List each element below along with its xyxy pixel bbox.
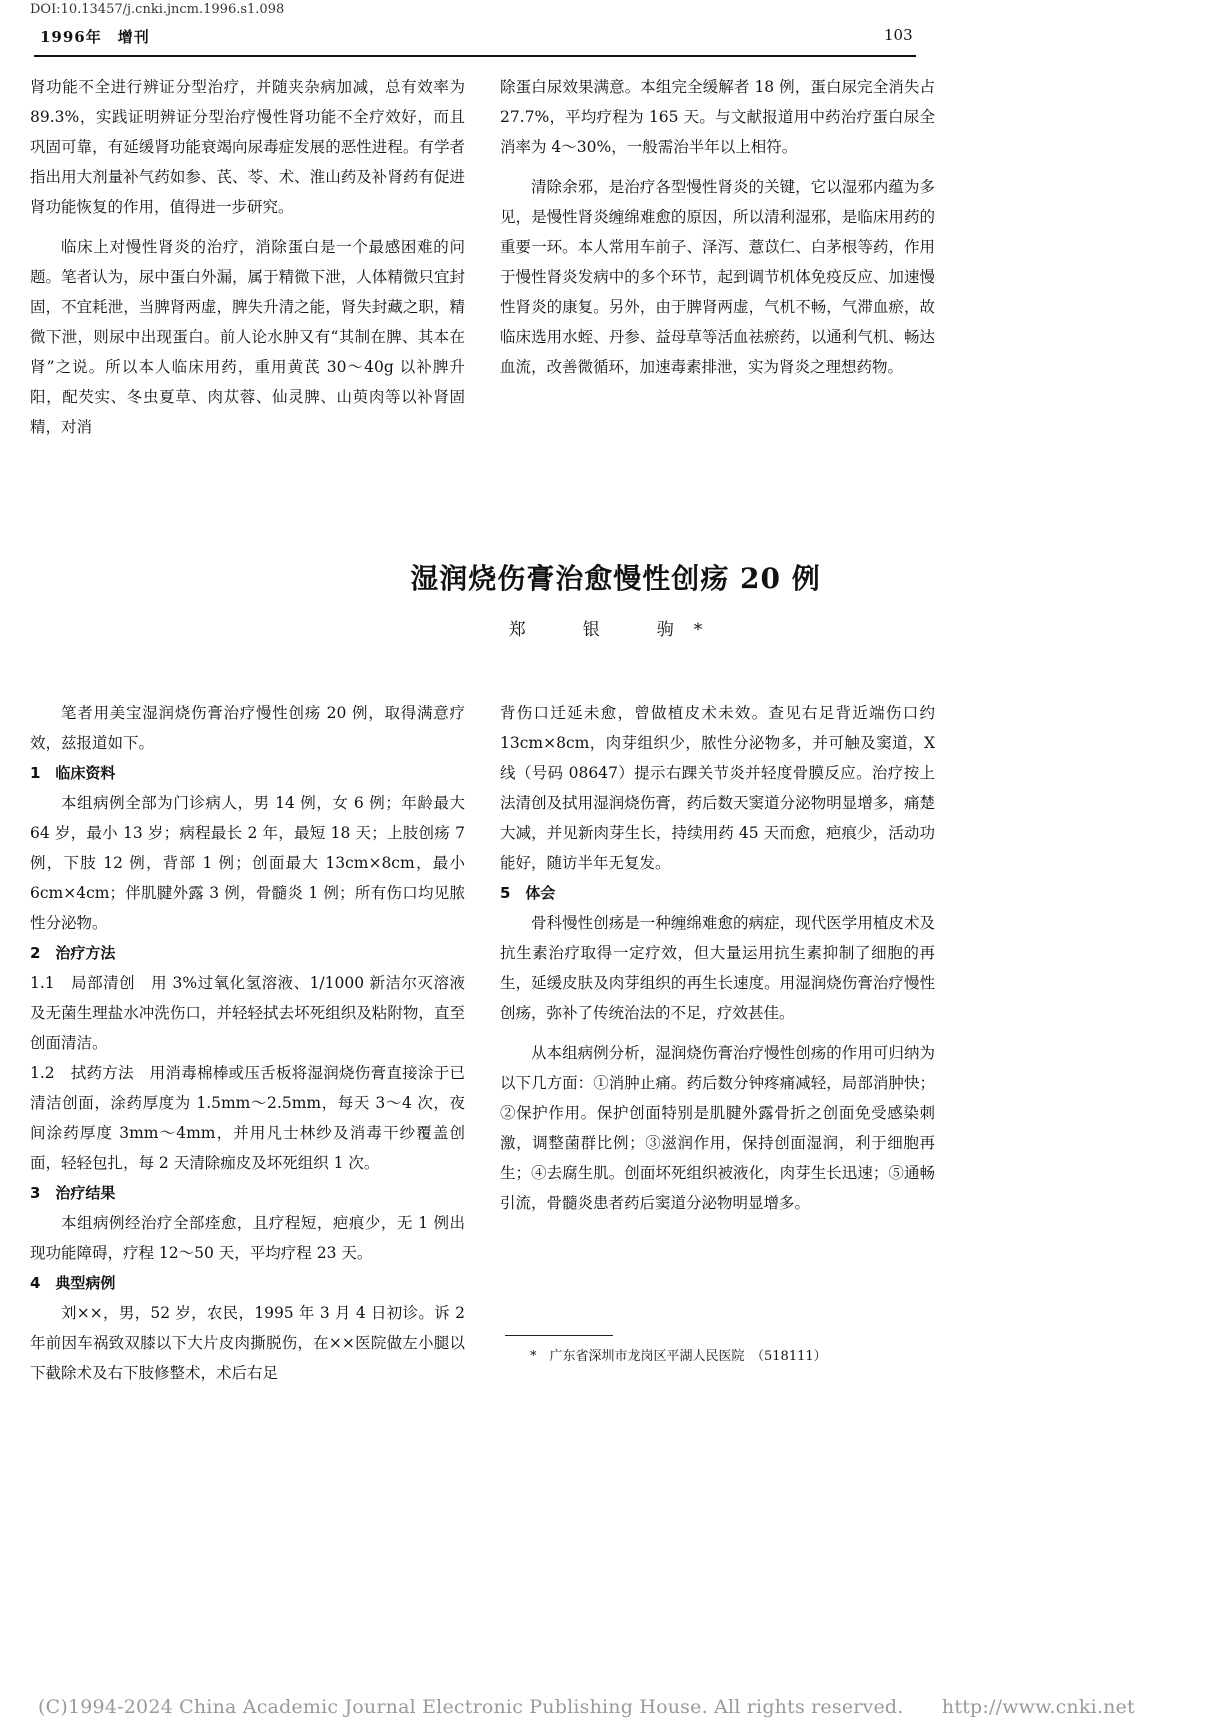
section-4-text: 刘××，男，52 岁，农民，1995 年 3 月 4 日初诊。诉 2 年前因车祸致双膝以下大片皮肉撕脱伤，在××医院做左小腿以下截除术及右下肢修整术，术后右足 (30, 1304, 465, 1382)
section-4-continued: 背伤口迁延未愈，曾做植皮术未效。查见右足背近端伤口约 13cm×8cm，肉芽组织少，脓性分泌物多，并可触及窦道，X 线（号码 08647）提示右踝关节炎并轻度骨膜反应。治疗按上法清创及拭用湿润烧伤膏，药后数天窦道分泌物明显增多，痛楚大减，并见新肉芽生长，持续用药 45 天而愈，疤痕少，活动功能好，随访半年无复发。 (500, 704, 935, 872)
section-5-para-2: 从本组病例分析，湿润烧伤膏治疗慢性创疡的作用可归纳为以下几方面：①消肿止痛。药后数分钟疼痛减轻，局部消肿快；②保护作用。保护创面特别是肌腱外露骨折之创面免受感染刺激，调整菌群比例；③滋润作用，保持创面湿润，利于细胞再生；④去腐生肌。创面坏死组织被液化，肉芽生长迅速；⑤通畅引流，骨髓炎患者药后窦道分泌物明显增多。 (500, 1044, 935, 1212)
section-3-text: 本组病例经治疗全部痊愈，且疗程短，疤痕少，无 1 例出现功能障碍，疗程 12～50 天，平均疗程 23 天。 (30, 1214, 465, 1262)
section-2-1-text: 1.1 局部清创 用 3%过氧化氢溶液、1/1000 新洁尔灭溶液及无菌生理盐水冲洗伤口，并轻轻拭去坏死组织及粘附物，直至创面清洁。 (30, 974, 465, 1052)
prev-article-right-column (500, 72, 935, 382)
section-2-2-text: 1.2 拭药方法 用消毒棉棒或压舌板将湿润烧伤膏直接涂于已清洁创面，涂药厚度为 1.5mm～2.5mm，每天 3～4 次，夜间涂药厚度 3mm～4mm，并用凡士林纱及消毒干纱覆盖创面，轻轻包扎，每 2 天清除痂皮及坏死组织 1 次。 (30, 1064, 465, 1172)
article-title: 湿润烧伤膏治愈慢性创疡 20 例 (410, 562, 821, 595)
prev-left-para-1: 肾功能不全进行辨证分型治疗，并随夹杂病加减，总有效率为 89.3%，实践证明辨证分型治疗慢性肾功能不全疗效好，而且巩固可靠，有延缓肾功能衰竭向尿毒症发展的恶性进程。有学者指出用大剂量补气药如参、芪、苓、术、淮山药及补肾药有促进肾功能恢复的作用，值得进一步研究。 (30, 78, 465, 216)
footnote-rule (505, 1335, 613, 1336)
doi-line: DOI:10.13457/j.cnki.jncm.1996.s1.098 (30, 2, 285, 17)
running-head: 1996年 增刊 (40, 28, 150, 46)
section-1-text: 本组病例全部为门诊病人，男 14 例，女 6 例；年龄最大 64 岁，最小 13 岁；病程最长 2 年，最短 18 天；上肢创疡 7 例，下肢 12 例，背部 1 例；创面最大 13cm×8cm，最小 6cm×4cm；伴肌腱外露 3 例，骨髓炎 1 例；所有伤口均见脓性分泌物。 (30, 794, 465, 932)
copyright-notice: (C)1994-2024 China Academic Journal Electronic Publishing House. All rights reserved. http://www.cnki.net (38, 1696, 1135, 1718)
section-heading-2: 2 治疗方法 (30, 944, 116, 962)
section-heading-4: 4 典型病例 (30, 1274, 116, 1292)
article-left-column (30, 698, 465, 1388)
prev-left-para-2: 临床上对慢性肾炎的治疗，消除蛋白是一个最感困难的问题。笔者认为，尿中蛋白外漏，属于精微下泄，人体精微只宜封固，不宜耗泄，当脾肾两虚，脾失升清之能，肾失封藏之职，精微下泄，则尿中出现蛋白。前人论水肿又有“其制在脾、其本在肾”之说。所以本人临床用药，重用黄芪 30～40g 以补脾升阳，配芡实、冬虫夏草、肉苁蓉、仙灵脾、山萸肉等以补肾固精，对消 (30, 238, 465, 436)
section-heading-1: 1 临床资料 (30, 764, 116, 782)
prev-article-left-column (30, 72, 465, 442)
prev-right-para-1: 除蛋白尿效果满意。本组完全缓解者 18 例，蛋白尿完全消失占 27.7%，平均疗程为 165 天。与文献报道用中药治疗蛋白尿全消率为 4～30%，一般需治半年以上相符。 (500, 78, 935, 156)
header-rule (34, 55, 916, 57)
section-heading-5: 5 体会 (500, 884, 556, 902)
page-number: 103 (884, 26, 913, 44)
section-heading-3: 3 治疗结果 (30, 1184, 116, 1202)
intro-paragraph: 笔者用美宝湿润烧伤膏治疗慢性创疡 20 例，取得满意疗效，兹报道如下。 (30, 704, 465, 752)
article-right-column (500, 698, 935, 1218)
article-author: 郑 银 驹* (508, 620, 723, 640)
prev-right-para-2: 清除余邪，是治疗各型慢性肾炎的关键，它以湿邪内蕴为多见，是慢性肾炎缠绵难愈的原因，所以清利湿邪，是临床用药的重要一环。本人常用车前子、泽泻、薏苡仁、白茅根等药，作用于慢性肾炎发病中的多个环节，起到调节机体免疫反应、加速慢性肾炎的康复。另外，由于脾肾两虚，气机不畅，气滞血瘀，故临床选用水蛭、丹参、益母草等活血祛瘀药，以通利气机、畅达血流，改善微循环，加速毒素排泄，实为肾炎之理想药物。 (500, 178, 935, 376)
author-affiliation-footnote: * 广东省深圳市龙岗区平湖人民医院 （518111） (530, 1349, 827, 1364)
section-5-para-1: 骨科慢性创疡是一种缠绵难愈的病症，现代医学用植皮术及抗生素治疗取得一定疗效，但大量运用抗生素抑制了细胞的再生，延缓皮肤及肉芽组织的再生长速度。用湿润烧伤膏治疗慢性创疡，弥补了传统治法的不足，疗效甚佳。 (500, 914, 935, 1022)
